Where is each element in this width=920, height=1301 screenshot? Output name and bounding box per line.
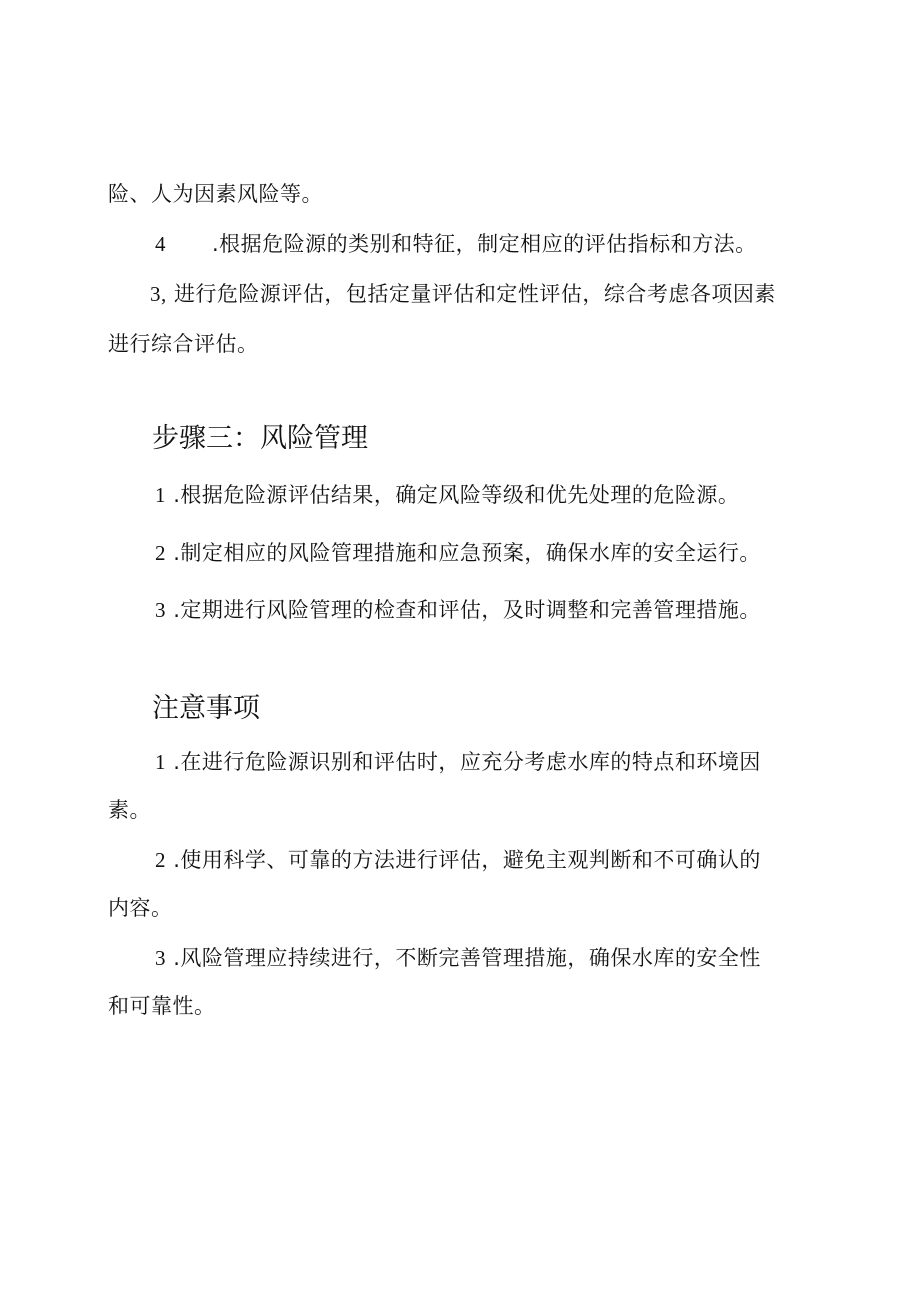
item-number: 4 (155, 232, 166, 256)
list-item-text: .根据危险源的类别和特征，制定相应的评估指标和方法。 (212, 232, 757, 256)
paragraph-continuation: 险、人为因素风险等。 (108, 182, 323, 206)
list-item (155, 944, 761, 972)
list-item (150, 280, 776, 308)
item-text: .定期进行风险管理的检查和评估，及时调整和完善管理措施。 (173, 598, 761, 622)
item-text: 进行危险源评估，包括定量评估和定性评估，综合考虑各项因素 (173, 282, 776, 306)
section-heading: 注意事项 (152, 693, 260, 724)
list-item (155, 481, 739, 509)
list-item-continuation: 和可靠性。 (108, 994, 216, 1018)
list-item (155, 596, 761, 624)
list-item-number (155, 230, 166, 258)
section-heading: 步骤三：风险管理 (152, 423, 368, 454)
item-number: 3, (150, 282, 167, 306)
item-number: 2 (155, 541, 166, 565)
item-number: 1 (155, 750, 166, 774)
item-number: 1 (155, 483, 166, 507)
item-number: 3 (155, 946, 166, 970)
item-number: 2 (155, 848, 166, 872)
list-item-continuation: 内容。 (108, 896, 173, 920)
item-text: .在进行危险源识别和评估时，应充分考虑水库的特点和环境因 (173, 750, 761, 774)
item-text: .风险管理应持续进行，不断完善管理措施，确保水库的安全性 (173, 946, 761, 970)
list-item-continuation: 进行综合评估。 (108, 332, 259, 356)
item-text: .根据危险源评估结果，确定风险等级和优先处理的危险源。 (173, 483, 740, 507)
list-item (155, 539, 761, 567)
list-item (155, 846, 761, 874)
item-number: 3 (155, 598, 166, 622)
list-item (155, 748, 761, 776)
item-text: .制定相应的风险管理措施和应急预案，确保水库的安全运行。 (173, 541, 761, 565)
list-item-continuation: 素。 (108, 798, 151, 822)
item-text: .使用科学、可靠的方法进行评估，避免主观判断和不可确认的 (173, 848, 761, 872)
